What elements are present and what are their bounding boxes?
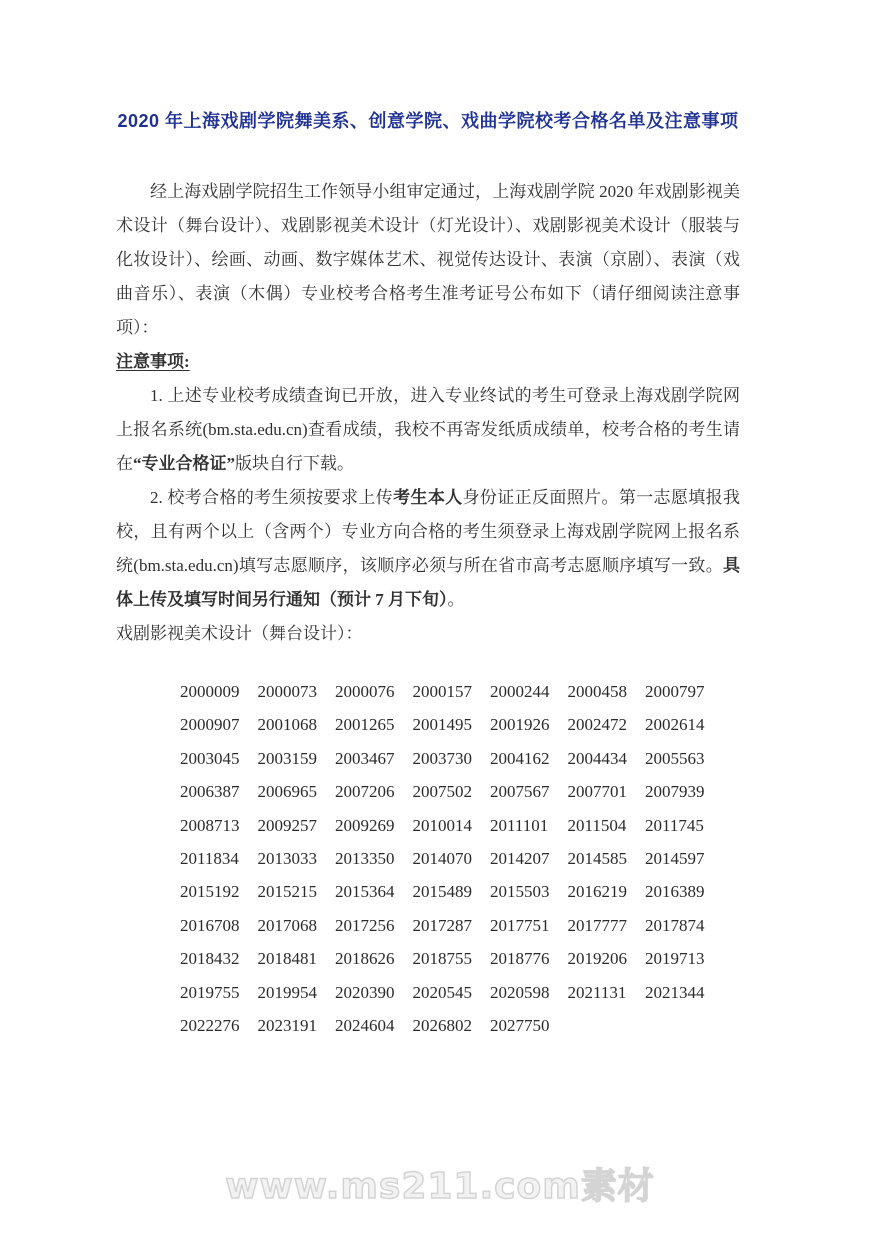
exam-number: 2000009 [180, 682, 240, 701]
exam-number: 2017777 [567, 915, 627, 935]
exam-number: 2019713 [645, 949, 705, 969]
exam-number: 2000244 [490, 682, 550, 701]
exam-number: 2001495 [412, 715, 472, 735]
exam-number-row [180, 976, 740, 1009]
exam-number: 2018776 [490, 949, 550, 969]
exam-number: 2005563 [645, 748, 705, 768]
exam-number: 2023191 [257, 1016, 317, 1036]
note-2-text-c: 。 [447, 590, 465, 609]
exam-number: 2020598 [490, 982, 550, 1002]
exam-number: 2000073 [257, 682, 317, 701]
exam-number: 2017874 [645, 915, 705, 935]
exam-number: 2016219 [567, 882, 627, 902]
exam-number-row [180, 742, 740, 775]
note-1-text-b: 版块自行下载。 [235, 454, 354, 473]
exam-number-row [180, 708, 740, 741]
exam-number: 2015215 [257, 882, 317, 902]
page-title: 2020 年上海戏剧学院舞美系、创意学院、戏曲学院校考合格名单及注意事项 [117, 111, 739, 131]
exam-number: 2024604 [335, 1016, 395, 1036]
exam-number: 2007206 [335, 782, 395, 802]
note-2-text-a: 2. 校考合格的考生须按要求上传 [150, 488, 394, 507]
exam-number: 2003045 [180, 748, 240, 768]
exam-number: 2011101 [490, 815, 549, 835]
exam-number: 2006387 [180, 782, 240, 802]
exam-number: 2007701 [567, 782, 627, 802]
exam-number: 2003467 [335, 748, 395, 768]
exam-number: 2007502 [412, 782, 472, 802]
section-title: 戏剧影视美术设计（舞台设计）： [116, 624, 363, 643]
exam-number: 2004162 [490, 748, 550, 768]
exam-number: 2013033 [257, 849, 317, 869]
exam-number: 2026802 [412, 1016, 472, 1036]
exam-number-row [180, 875, 740, 908]
exam-number: 2010014 [412, 815, 472, 835]
exam-number-row [180, 775, 740, 808]
note-item-2 [116, 481, 740, 617]
exam-number-row [180, 809, 740, 842]
exam-number: 2011834 [180, 849, 239, 869]
note-2-bold-b: 具体上传及填写时间另行通知（预计 7 月下旬） [116, 556, 740, 609]
note-1-bold: “专业合格证” [133, 454, 235, 473]
notes-heading-line [116, 345, 740, 379]
exam-number: 2000076 [335, 682, 395, 701]
exam-number: 2008713 [180, 815, 240, 835]
exam-number: 2015489 [412, 882, 472, 902]
exam-number: 2016389 [645, 882, 705, 902]
exam-number: 2009269 [335, 815, 395, 835]
exam-number: 2021131 [567, 982, 627, 1002]
exam-number: 2022276 [180, 1016, 240, 1036]
exam-number: 2017068 [257, 915, 317, 935]
exam-number: 2014585 [567, 849, 627, 869]
exam-number: 2007939 [645, 782, 705, 802]
exam-number: 2002614 [645, 715, 705, 735]
note-2-text-b: 身份证正反面照片。第一志愿填报我校，且有两个以上（含两个）专业方向合格的考生须登录上海戏剧学院网上报名系统(bm.sta.edu.cn)填写志愿顺序，该顺序必须与所在省市高考志愿顺序填写一致。 [116, 488, 741, 575]
exam-number: 2019206 [567, 949, 627, 969]
exam-number: 2001068 [257, 715, 317, 735]
exam-number: 2011745 [645, 815, 704, 835]
exam-number: 2004434 [567, 748, 627, 768]
exam-number: 2027750 [490, 1016, 550, 1036]
exam-number-row [180, 942, 740, 975]
exam-number-row [180, 909, 740, 942]
exam-number: 2020545 [412, 982, 472, 1002]
watermark-text: www.ms211.com素材 [225, 1166, 655, 1207]
exam-number: 2018755 [412, 949, 472, 969]
exam-number: 2018481 [257, 949, 317, 969]
exam-number: 2000157 [412, 682, 472, 701]
exam-number: 2013350 [335, 849, 395, 869]
exam-number: 2014597 [645, 849, 705, 869]
exam-number-row [180, 842, 740, 875]
exam-number: 2002472 [567, 715, 627, 735]
note-2-bold-a: 考生本人 [393, 488, 463, 507]
exam-number-grid [180, 675, 740, 1042]
exam-number: 2000458 [567, 682, 627, 701]
exam-number-row [180, 1009, 740, 1042]
exam-number: 2007567 [490, 782, 550, 802]
exam-number: 2000797 [645, 682, 705, 701]
exam-number: 2015503 [490, 882, 550, 902]
exam-number: 2021344 [645, 982, 705, 1002]
note-item-1 [116, 379, 740, 481]
exam-number: 2009257 [257, 815, 317, 835]
exam-number: 2017256 [335, 915, 395, 935]
exam-number: 2017751 [490, 915, 550, 935]
exam-number: 2019954 [257, 982, 317, 1002]
exam-number: 2014070 [412, 849, 472, 869]
exam-number: 2006965 [257, 782, 317, 802]
exam-number: 2011504 [567, 815, 627, 835]
intro-paragraph: 经上海戏剧学院招生工作领导小组审定通过，上海戏剧学院 2020 年戏剧影视美术设计（舞台设计）、戏剧影视美术设计（灯光设计）、戏剧影视美术设计（服装与化妆设计）、绘画、动画、数字媒体艺术、视觉传达设计、表演（京剧）、表演（戏曲音乐）、表演（木偶）专业校考合格考生准考证号公布如下（请仔细阅读注意事项）： [116, 182, 740, 337]
exam-number: 2017287 [412, 915, 472, 935]
exam-number: 2018432 [180, 949, 240, 969]
exam-number: 2019755 [180, 982, 240, 1002]
exam-number: 2018626 [335, 949, 395, 969]
exam-number: 2016708 [180, 915, 240, 935]
exam-number-row [180, 675, 740, 708]
notes-heading: 注意事项: [116, 352, 190, 371]
exam-number: 2015192 [180, 882, 240, 902]
exam-number: 2000907 [180, 715, 240, 735]
note-1-text-a: 1. 上述专业校考成绩查询已开放，进入专业终试的考生可登录上海戏剧学院网上报名系统(bm.sta.edu.cn)查看成绩，我校不再寄发纸质成绩单，校考合格的考生请在 [116, 386, 740, 473]
exam-number: 2003730 [412, 748, 472, 768]
exam-number: 2001926 [490, 715, 550, 735]
exam-number: 2001265 [335, 715, 395, 735]
exam-number: 2015364 [335, 882, 395, 902]
exam-number: 2014207 [490, 849, 550, 869]
exam-number: 2020390 [335, 982, 395, 1002]
exam-number: 2003159 [257, 748, 317, 768]
